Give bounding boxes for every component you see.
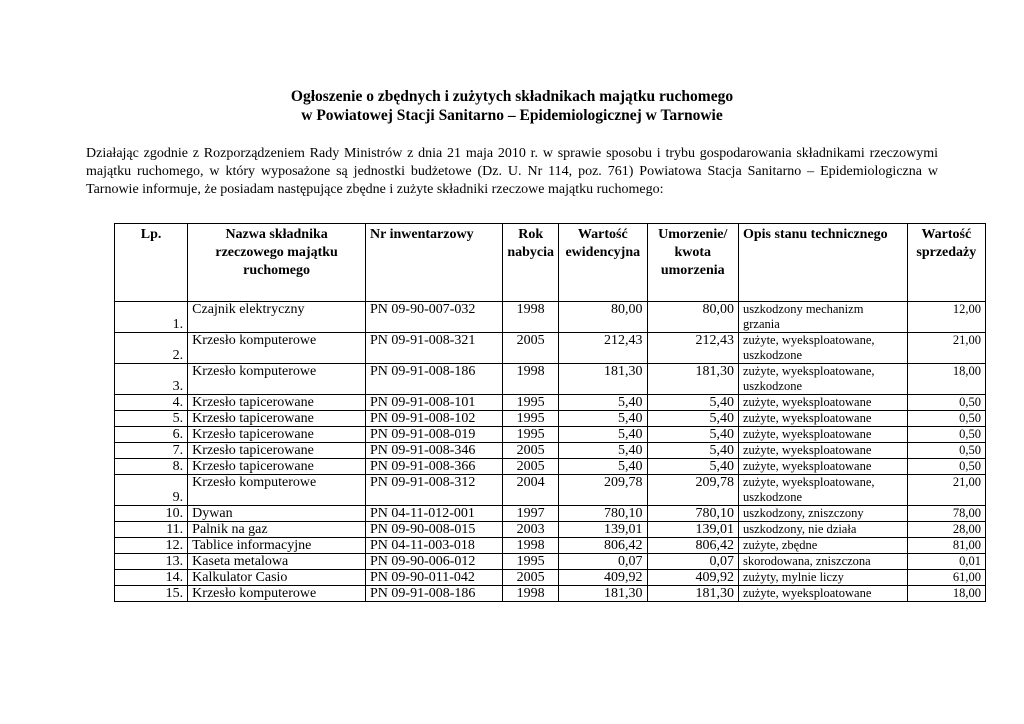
cell-acquisition-year: 2005 (503, 570, 559, 586)
cell-row-number: 11. (115, 522, 188, 538)
table-row (115, 443, 986, 459)
cell-row-number: 10. (115, 506, 188, 522)
cell-sale-value: 0,01 (907, 554, 985, 570)
table-row (115, 554, 986, 570)
cell-item-name: Kalkulator Casio (188, 570, 366, 586)
cell-item-name: Krzesło komputerowe (188, 364, 366, 395)
header-condition: Opis stanu technicznego (738, 224, 907, 302)
header-sale-value: Wartość sprzedaży (907, 224, 985, 302)
cell-row-number: 14. (115, 570, 188, 586)
cell-book-value: 409,92 (559, 570, 647, 586)
table-row (115, 522, 986, 538)
cell-inventory-number: PN 09-91-008-186 (366, 364, 503, 395)
cell-depreciation: 5,40 (647, 395, 738, 411)
cell-condition-description: zużyte, wyeksploatowane (738, 395, 907, 411)
cell-condition-description: zużyte, wyeksploatowane (738, 427, 907, 443)
table-row (115, 586, 986, 602)
cell-item-name: Kaseta metalowa (188, 554, 366, 570)
cell-inventory-number: PN 09-91-008-102 (366, 411, 503, 427)
cell-condition-description: zużyte, wyeksploatowane (738, 443, 907, 459)
cell-book-value: 5,40 (559, 427, 647, 443)
cell-inventory-number: PN 04-11-003-018 (366, 538, 503, 554)
cell-book-value: 209,78 (559, 475, 647, 506)
table-row (115, 427, 986, 443)
cell-book-value: 181,30 (559, 586, 647, 602)
cell-condition-description: zużyte, wyeksploatowane (738, 586, 907, 602)
cell-sale-value: 81,00 (907, 538, 985, 554)
cell-item-name: Krzesło komputerowe (188, 333, 366, 364)
cell-book-value: 212,43 (559, 333, 647, 364)
cell-book-value: 780,10 (559, 506, 647, 522)
cell-row-number: 8. (115, 459, 188, 475)
cell-inventory-number: PN 09-91-008-321 (366, 333, 503, 364)
cell-inventory-number: PN 09-91-008-312 (366, 475, 503, 506)
table-row (115, 506, 986, 522)
document-title-line-2: w Powiatowej Stacji Sanitarno – Epidemiologicznej w Tarnowie (301, 107, 723, 124)
cell-condition-description: skorodowana, zniszczona (738, 554, 907, 570)
cell-sale-value: 0,50 (907, 459, 985, 475)
cell-item-name: Krzesło tapicerowane (188, 443, 366, 459)
table-row (115, 475, 986, 506)
table-row (115, 395, 986, 411)
cell-sale-value: 0,50 (907, 443, 985, 459)
asset-table (114, 223, 986, 602)
cell-sale-value: 0,50 (907, 411, 985, 427)
cell-acquisition-year: 1997 (503, 506, 559, 522)
cell-item-name: Krzesło tapicerowane (188, 411, 366, 427)
cell-acquisition-year: 2004 (503, 475, 559, 506)
cell-inventory-number: PN 04-11-012-001 (366, 506, 503, 522)
cell-item-name: Krzesło komputerowe (188, 475, 366, 506)
cell-acquisition-year: 1995 (503, 395, 559, 411)
cell-condition-description: zużyte, wyeksploatowane (738, 411, 907, 427)
cell-row-number: 1. (115, 302, 188, 333)
cell-depreciation: 212,43 (647, 333, 738, 364)
cell-book-value: 5,40 (559, 395, 647, 411)
cell-inventory-number: PN 09-90-006-012 (366, 554, 503, 570)
header-depreciation: Umorzenie/ kwota umorzenia (647, 224, 738, 302)
cell-item-name: Krzesło komputerowe (188, 586, 366, 602)
document-title-line-1: Ogłoszenie o zbędnych i zużytych składnikach majątku ruchomego (290, 88, 734, 105)
cell-acquisition-year: 1995 (503, 554, 559, 570)
cell-row-number: 15. (115, 586, 188, 602)
cell-inventory-number: PN 09-91-008-101 (366, 395, 503, 411)
cell-depreciation: 5,40 (647, 411, 738, 427)
header-name: Nazwa składnika rzeczowego majątku ruchomego (188, 224, 366, 302)
cell-sale-value: 78,00 (907, 506, 985, 522)
cell-acquisition-year: 2005 (503, 333, 559, 364)
cell-inventory-number: PN 09-91-008-346 (366, 443, 503, 459)
table-row (115, 459, 986, 475)
cell-depreciation: 139,01 (647, 522, 738, 538)
cell-depreciation: 209,78 (647, 475, 738, 506)
cell-condition-description: zużyte, wyeksploatowane (738, 459, 907, 475)
cell-inventory-number: PN 09-90-008-015 (366, 522, 503, 538)
cell-sale-value: 61,00 (907, 570, 985, 586)
cell-depreciation: 409,92 (647, 570, 738, 586)
cell-acquisition-year: 1995 (503, 411, 559, 427)
cell-book-value: 139,01 (559, 522, 647, 538)
cell-acquisition-year: 1998 (503, 364, 559, 395)
cell-inventory-number: PN 09-90-007-032 (366, 302, 503, 333)
cell-row-number: 4. (115, 395, 188, 411)
cell-sale-value: 18,00 (907, 586, 985, 602)
cell-inventory-number: PN 09-91-008-186 (366, 586, 503, 602)
cell-item-name: Krzesło tapicerowane (188, 427, 366, 443)
cell-row-number: 7. (115, 443, 188, 459)
cell-depreciation: 5,40 (647, 443, 738, 459)
cell-book-value: 80,00 (559, 302, 647, 333)
cell-acquisition-year: 2005 (503, 459, 559, 475)
cell-acquisition-year: 2003 (503, 522, 559, 538)
header-lp: Lp. (115, 224, 188, 302)
cell-depreciation: 5,40 (647, 427, 738, 443)
cell-item-name: Dywan (188, 506, 366, 522)
cell-depreciation: 5,40 (647, 459, 738, 475)
cell-condition-description: uszkodzony, nie działa (738, 522, 907, 538)
cell-book-value: 806,42 (559, 538, 647, 554)
cell-row-number: 12. (115, 538, 188, 554)
table-row (115, 333, 986, 364)
cell-book-value: 5,40 (559, 443, 647, 459)
cell-book-value: 5,40 (559, 411, 647, 427)
cell-row-number: 5. (115, 411, 188, 427)
header-book-value: Wartość ewidencyjna (559, 224, 647, 302)
cell-row-number: 6. (115, 427, 188, 443)
cell-inventory-number: PN 09-90-011-042 (366, 570, 503, 586)
cell-sale-value: 21,00 (907, 333, 985, 364)
cell-condition-description: zużyty, mylnie liczy (738, 570, 907, 586)
cell-item-name: Palnik na gaz (188, 522, 366, 538)
cell-row-number: 3. (115, 364, 188, 395)
cell-depreciation: 181,30 (647, 364, 738, 395)
cell-condition-description: uszkodzony mechanizm grzania (738, 302, 907, 333)
cell-acquisition-year: 1998 (503, 538, 559, 554)
cell-condition-description: zużyte, zbędne (738, 538, 907, 554)
cell-row-number: 9. (115, 475, 188, 506)
cell-item-name: Czajnik elektryczny (188, 302, 366, 333)
cell-condition-description: uszkodzony, zniszczony (738, 506, 907, 522)
cell-inventory-number: PN 09-91-008-366 (366, 459, 503, 475)
cell-item-name: Krzesło tapicerowane (188, 395, 366, 411)
intro-paragraph: Działając zgodnie z Rozporządzeniem Rady Ministrów z dnia 21 maja 2010 r. w sprawie sposobu i trybu gospodarowania składnikami rzeczowymi majątku ruchomego, w który wyposażone są jednostki budżetowe (Dz. U. Nr 114, poz. 761) Powiatowa Stacja Sanitarno – Epidemiologiczna w Tarnowie informuje, że posiadam następujące zbędne i zużyte składniki rzeczowe majątku ruchomego: (86, 146, 938, 197)
cell-depreciation: 806,42 (647, 538, 738, 554)
cell-item-name: Krzesło tapicerowane (188, 459, 366, 475)
cell-sale-value: 0,50 (907, 395, 985, 411)
cell-condition-description: zużyte, wyeksploatowane, uszkodzone (738, 364, 907, 395)
cell-row-number: 13. (115, 554, 188, 570)
table-row (115, 302, 986, 333)
cell-acquisition-year: 1998 (503, 302, 559, 333)
cell-acquisition-year: 2005 (503, 443, 559, 459)
cell-book-value: 0,07 (559, 554, 647, 570)
cell-sale-value: 0,50 (907, 427, 985, 443)
table-row (115, 538, 986, 554)
cell-sale-value: 18,00 (907, 364, 985, 395)
table-row (115, 364, 986, 395)
cell-book-value: 5,40 (559, 459, 647, 475)
cell-row-number: 2. (115, 333, 188, 364)
header-inventory-number: Nr inwentarzowy (366, 224, 503, 302)
cell-book-value: 181,30 (559, 364, 647, 395)
cell-acquisition-year: 1995 (503, 427, 559, 443)
cell-depreciation: 0,07 (647, 554, 738, 570)
cell-inventory-number: PN 09-91-008-019 (366, 427, 503, 443)
cell-item-name: Tablice informacyjne (188, 538, 366, 554)
cell-depreciation: 780,10 (647, 506, 738, 522)
cell-sale-value: 21,00 (907, 475, 985, 506)
cell-depreciation: 80,00 (647, 302, 738, 333)
table-header-row (115, 224, 986, 302)
cell-acquisition-year: 1998 (503, 586, 559, 602)
table-row (115, 411, 986, 427)
table-row (115, 570, 986, 586)
cell-condition-description: zużyte, wyeksploatowane, uszkodzone (738, 475, 907, 506)
cell-sale-value: 12,00 (907, 302, 985, 333)
header-year: Rok nabycia (503, 224, 559, 302)
cell-depreciation: 181,30 (647, 586, 738, 602)
cell-sale-value: 28,00 (907, 522, 985, 538)
cell-condition-description: zużyte, wyeksploatowane, uszkodzone (738, 333, 907, 364)
